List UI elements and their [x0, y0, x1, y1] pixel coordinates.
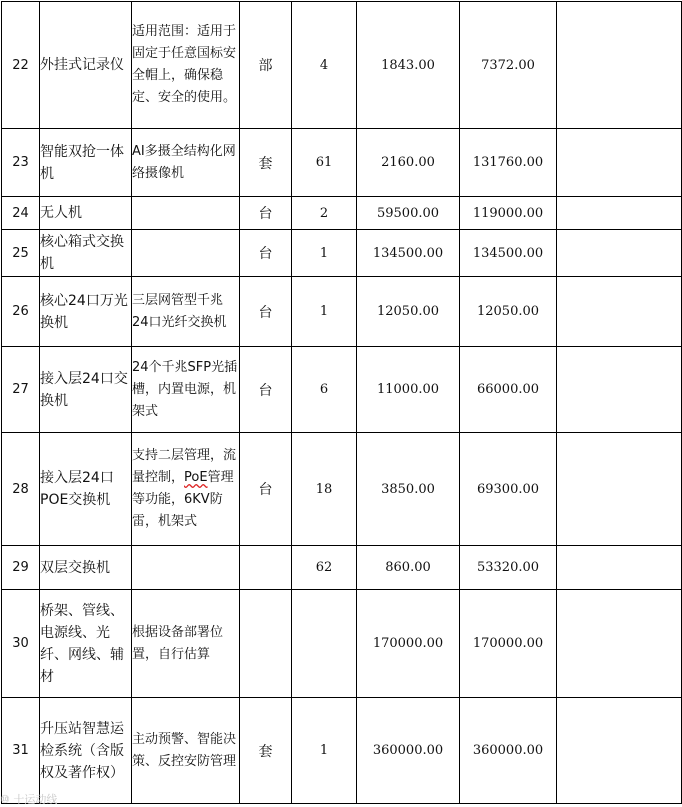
row-number: 25	[2, 230, 40, 277]
item-name: 接入层24口POE交换机	[40, 433, 132, 546]
item-total: 134500.00	[460, 230, 557, 277]
table-row	[2, 546, 682, 590]
item-description	[132, 546, 240, 590]
table-row	[2, 230, 682, 277]
item-unit: 套	[240, 129, 292, 197]
row-number: 27	[2, 347, 40, 433]
row-number: 23	[2, 129, 40, 197]
item-total: 119000.00	[460, 197, 557, 230]
item-unit-price: 59500.00	[357, 197, 460, 230]
item-description	[132, 197, 240, 230]
item-total: 53320.00	[460, 546, 557, 590]
procurement-table	[1, 1, 682, 804]
item-total: 170000.00	[460, 590, 557, 698]
item-quantity: 62	[292, 546, 357, 590]
item-name: 升压站智慧运检系统（含版权及著作权）	[40, 698, 132, 804]
item-note	[557, 277, 682, 347]
item-unit-price: 134500.00	[357, 230, 460, 277]
item-note	[557, 197, 682, 230]
item-unit-price: 11000.00	[357, 347, 460, 433]
item-unit: 台	[240, 230, 292, 277]
item-quantity: 1	[292, 277, 357, 347]
item-unit: 台	[240, 433, 292, 546]
table-row	[2, 197, 682, 230]
item-quantity: 61	[292, 129, 357, 197]
item-unit: 台	[240, 347, 292, 433]
item-unit-price: 860.00	[357, 546, 460, 590]
row-number: 22	[2, 2, 40, 129]
item-name: 核心箱式交换机	[40, 230, 132, 277]
item-note	[557, 698, 682, 804]
table-row	[2, 347, 682, 433]
item-note	[557, 129, 682, 197]
item-description	[132, 230, 240, 277]
item-unit-price: 2160.00	[357, 129, 460, 197]
item-quantity: 1	[292, 230, 357, 277]
item-note	[557, 546, 682, 590]
row-number: 30	[2, 590, 40, 698]
item-unit-price: 3850.00	[357, 433, 460, 546]
item-name: 无人机	[40, 197, 132, 230]
table-row	[2, 277, 682, 347]
item-description: 主动预警、智能决策、反控安防管理	[132, 698, 240, 804]
item-unit-price: 1843.00	[357, 2, 460, 129]
item-name: 接入层24口交换机	[40, 347, 132, 433]
item-note	[557, 590, 682, 698]
item-total: 12050.00	[460, 277, 557, 347]
item-quantity: 4	[292, 2, 357, 129]
table-row	[2, 433, 682, 546]
item-note	[557, 433, 682, 546]
item-note	[557, 347, 682, 433]
item-note	[557, 2, 682, 129]
row-number: 28	[2, 433, 40, 546]
item-quantity: 6	[292, 347, 357, 433]
item-unit-price: 12050.00	[357, 277, 460, 347]
table-row	[2, 129, 682, 197]
row-number: 24	[2, 197, 40, 230]
item-quantity: 18	[292, 433, 357, 546]
item-name: 桥架、管线、电源线、光纤、网线、辅材	[40, 590, 132, 698]
item-unit: 台	[240, 197, 292, 230]
item-name: 双层交换机	[40, 546, 132, 590]
item-unit	[240, 590, 292, 698]
poe-spellcheck-mark: PoE	[184, 470, 208, 485]
item-unit-price: 170000.00	[357, 590, 460, 698]
item-description: AI多摄全结构化网络摄像机	[132, 129, 240, 197]
table-row	[2, 590, 682, 698]
watermark: ⑩ 十运动线	[0, 793, 58, 806]
item-total: 66000.00	[460, 347, 557, 433]
item-description: 24个千兆SFP光插槽，内置电源，机架式	[132, 347, 240, 433]
item-description-part: 支持二层管理，流量控制，	[132, 448, 237, 485]
item-note	[557, 230, 682, 277]
row-number: 29	[2, 546, 40, 590]
item-name: 外挂式记录仪	[40, 2, 132, 129]
item-total: 69300.00	[460, 433, 557, 546]
item-quantity	[292, 590, 357, 698]
item-name: 核心24口万光换机	[40, 277, 132, 347]
item-description: 适用范围：适用于固定于任意国标安全帽上，确保稳定、安全的使用。	[132, 2, 240, 129]
row-number: 31	[2, 698, 40, 804]
row-number: 26	[2, 277, 40, 347]
item-description: 根据设备部署位置，自行估算	[132, 590, 240, 698]
item-description	[132, 433, 240, 546]
item-description: 三层网管型千兆24口光纤交换机	[132, 277, 240, 347]
item-unit: 套	[240, 698, 292, 804]
table-row	[2, 2, 682, 129]
item-total: 360000.00	[460, 698, 557, 804]
item-description-part: 管理等功能，6KV防雷，机架式	[132, 470, 234, 529]
item-unit: 台	[240, 277, 292, 347]
item-total: 131760.00	[460, 129, 557, 197]
table-row	[2, 698, 682, 804]
item-unit	[240, 546, 292, 590]
item-name: 智能双抢一体机	[40, 129, 132, 197]
item-quantity: 1	[292, 698, 357, 804]
item-quantity: 2	[292, 197, 357, 230]
item-total: 7372.00	[460, 2, 557, 129]
item-unit-price: 360000.00	[357, 698, 460, 804]
item-unit: 部	[240, 2, 292, 129]
